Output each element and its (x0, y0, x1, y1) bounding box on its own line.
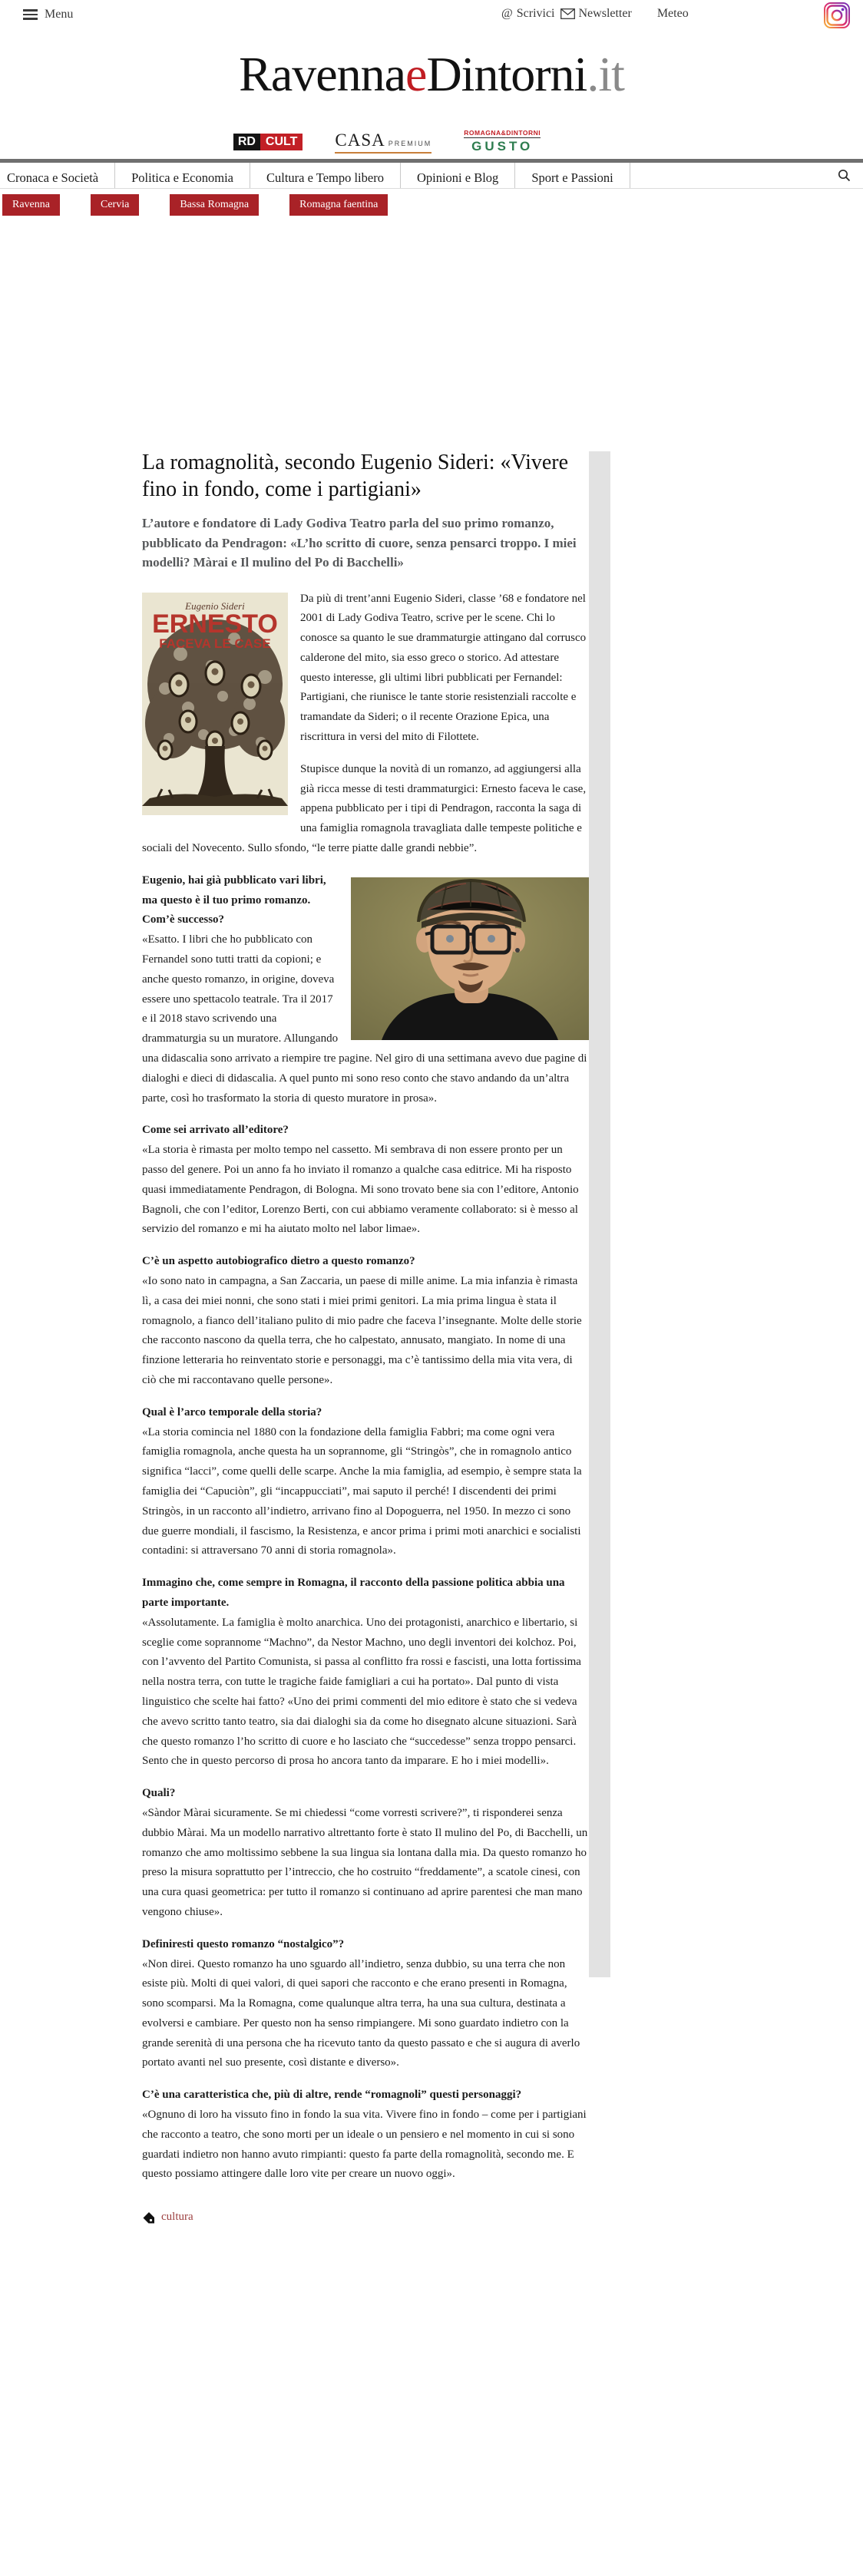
instagram-icon[interactable] (824, 2, 850, 28)
main-nav (0, 159, 863, 189)
article (142, 449, 589, 2228)
search-icon (838, 169, 851, 182)
nav-item-cultura[interactable]: Cultura e Tempo libero (250, 163, 401, 188)
interview (142, 871, 589, 2185)
geo-tags (2, 194, 388, 216)
tag-ravenna[interactable]: Ravenna (2, 194, 60, 216)
answer-7: «Non direi. Questo romanzo ha uno sguardo all’indietro, senza dubbio, su una terra che non esiste più. Molti di quei valori, di quei sapori che racconto e che erano presenti in Romagna, sono scomparsi. Ma la Romagna, come qualunque altra terra, ha una sua cultura, destinata a evolversi e cambiare. Per questo non ha senso rimpiangere. Mi sono guardato indietro con la grande serenità di una persona che ha ricevuto tanto da questo passato e che si augura di averlo portato avanti nel suo presente, così distante e diverso». (142, 1957, 580, 2069)
topbar-links (501, 7, 689, 21)
article-intro (142, 590, 589, 859)
envelope-icon (560, 8, 575, 19)
site-logo[interactable]: RavennaeDintorni.it (239, 47, 624, 101)
logo-accent-e: e (405, 47, 427, 101)
svg-text:Eugenio Sideri: Eugenio Sideri (185, 599, 245, 612)
article-tags (142, 2208, 589, 2228)
question-2: Come sei arrivato all’editore? (142, 1124, 289, 1137)
nav-item-politica[interactable]: Politica e Economia (115, 163, 250, 188)
intro-paragraph-1: Da più di trent’anni Eugenio Sideri, classe ’68 e fondatore nel 2001 di Lady Godiva Teatro, scrive per le scene. Chi lo conosce sa quanto le sue drammaturgie attingano dal corrusco calderone del mito, sia esso greco o storico. Ad attestare questo interesse, gli ultimi libri pubblicati per Fernandel: Partigiani, che riunisce le tante storie resistenziali raccolte e tramandate da Sideri; o il recente Orazione Epica, una riscrittura in versi del mito di Filottete. (300, 592, 587, 744)
answer-1: «Esatto. I libri che ho pubblicato con Fernandel sono tutti tratti da copioni; e anche questo romanzo, in origine, doveva essere uno spettacolo teatrale. Tra il 2017 e il 2018 stavo scrivendo una drammaturgia su un muratore. Allungando una didascalia sono arrivato a riempire tre pagine. Nel giro di una settimana avevo due pagine di dialoghi e dieci di didascalia. A quel punto mi sono reso conto che stavo andando da un’altra parte, così ho trasformato la storia di questo muratore in prosa». (142, 933, 587, 1105)
answer-3: «Io sono nato in campagna, a San Zaccaria, un paese di mille anime. La mia infanzia è rimasta lì, a casa dei miei nonni, che sono stati i miei primi genitori. La mia prima lingua è stata il romagnolo, a fianco dell’italiano pulito di mio padre che faceva l’insegnante. Molte delle storie che racconto nascono da quella terra, che ho calpestato, annusato, mangiato. In nome di una finzione letteraria ho reinventato storie e personaggi, ma c’è tantissimo della mia vita vera, di ciò che mi raccontavano quelle persone». (142, 1275, 582, 1386)
at-icon: @ (501, 7, 513, 20)
question-8: C’è una caratteristica che, più di altre, rende “romagnoli” questi personaggi? (142, 2089, 522, 2102)
tag-cervia[interactable]: Cervia (91, 194, 139, 216)
nav-item-cronaca[interactable]: Cronaca e Società (0, 163, 115, 188)
gusto-logo[interactable]: ROMAGNA&DINTORNI GUSTO (464, 129, 541, 154)
answer-5: «Assolutamente. La famiglia è molto anarchica. Uno dei protagonisti, anarchico e libertario, si sceglie come soprannome “Machno”, da Nestor Machno, uno degli inventori dei kolchoz. Poi, con l’avvento del Partito Comunista, si passa al conflitto fra rossi e fascisti, una lotta fortissima nella nostra terra, con tutte le tragiche faide famigliari a cui ha portato». Dal punto di vista linguistico che scelte hai fatto? «Uno dei primi commenti del mio editore è stato che si vedeva che avevo scritto tanto teatro, sia dai dialoghi sia da come ho disegnato alcune situazioni. Sarà che questo romanzo l’ho scritto di cuore e ho lasciato che “succedesse” senza troppo pensarci. Sento che in questo percorso di prosa ho ancora tanto da imparare. E ho i miei modelli». (142, 1616, 581, 1768)
book-cover-image (142, 593, 288, 815)
author-portrait-photo (351, 877, 589, 1040)
svg-text:FACEVA LE CASE: FACEVA LE CASE (159, 636, 271, 651)
question-3: C’è un aspetto autobiografico dietro a questo romanzo? (142, 1255, 415, 1268)
logo-tld: .it (587, 47, 624, 101)
search-button[interactable] (838, 163, 863, 188)
question-4: Qual è l’arco temporale della storia? (142, 1405, 322, 1418)
nav-item-opinioni[interactable]: Opinioni e Blog (401, 163, 515, 188)
article-scrollbar[interactable] (589, 451, 610, 1977)
newsletter-link[interactable]: Newsletter (560, 7, 632, 21)
casa-premium-logo[interactable]: CASA PREMIUM (335, 130, 432, 154)
tag-romagna-faentina[interactable]: Romagna faentina (289, 194, 388, 216)
answer-4: «La storia comincia nel 1880 con la fondazione della famiglia Fabbri; ma come ogni vera famiglia romagnola, anche questa ha un soprannome, gli “Stringòs”, che in romagnolo antico significa “lacci”, come quelli delle scarpe. Anche la mia famiglia, ad esempio, è sempre stata la famiglia dei “Capuciòn”, gli “incappucciati”, mai saputo il perché! I discendenti dei primi Stringòs, in un racconto all’indietro, arrivano fino al Dopoguerra, nel 1950. In mezzo ci sono due guerre mondiali, il fascismo, la Resistenza, e ancor prima i primi moti anarchici e socialisti contadini: si attraversano 70 anni di storia romagnola». (142, 1425, 582, 1557)
tag-link-cultura[interactable]: cultura (161, 2211, 193, 2224)
hamburger-icon (23, 7, 38, 22)
sub-brand-logos (0, 129, 818, 154)
meteo-link[interactable]: Meteo (656, 7, 689, 20)
svg-text:ERNESTO: ERNESTO (152, 609, 278, 639)
article-lead: L’autore e fondatore di Lady Godiva Teatro parla del suo primo romanzo, pubblicato da Pendragon: «L’ho scritto di cuore, senza pensarci troppo. I miei modelli? Màrai e Il mulino del Po di Bacchelli» (142, 516, 577, 570)
answer-2: «La storia è rimasta per molto tempo nel cassetto. Mi sembrava di non essere pronto per un passo del genere. Poi un anno fa ho inviato il romanzo a qualche casa editrice. Mi ha risposto quasi immediatamente Pendragon, di Bologna. Mi sono trovato bene sia con l’editore, Antonio Bagnoli, che con l’editor, Lorenzo Berti, con cui abbiamo veramente collaborato: si è messo al servizio del romanzo e mi ha aiutato molto nel labor limae». (142, 1144, 579, 1236)
answer-8: «Ognuno di loro ha vissuto fino in fondo la sua vita. Vivere fino in fondo – come per i partigiani che racconto a teatro, che sono morti per un ideale o un pensiero e nel momento in cui si sono guardati indietro non hanno avuto rimpianti: questo fa parte della romagnolità, secondo me. E questo possiamo attingere dalle loro vite per creare un nuovo oggi». (142, 2109, 587, 2181)
scrivici-link[interactable]: @ Scrivici (501, 7, 555, 20)
article-title: La romagnolità, secondo Eugenio Sideri: «Vivere fino in fondo, come i partigiani» (142, 451, 569, 501)
tag-icon (142, 2211, 155, 2224)
tag-bassa-romagna[interactable]: Bassa Romagna (170, 194, 259, 216)
menu-button[interactable] (23, 7, 73, 22)
menu-label: Menu (45, 7, 74, 21)
nav-item-sport[interactable]: Sport e Passioni (515, 163, 630, 188)
rdcult-logo[interactable]: RD CULT (233, 134, 303, 150)
question-7: Definiresti questo romanzo “nostalgico”? (142, 1937, 345, 1950)
answer-6: «Sàndor Màrai sicuramente. Se mi chiedessi “come vorresti scrivere?”, ti risponderei senza dubbio Màrai. Ma un modello narrativo altrettanto forte è stato Il mulino del Po, di Bacchelli, un romanzo che amo moltissimo sebbene la sua lingua sia lontana dalla mia. Da questo romanzo ho preso la misura soprattutto per l’intreccio, che ho costruito “freddamente”, a scatole cinesi, con una cura quasi geometrica: per tutto il romanzo si continuano ad aprire parentesi che man mano vengono chiuse». (142, 1806, 588, 1918)
intro-paragraph-2: Stupisce dunque la novità di un romanzo, ad aggiungersi alla già ricca messe di testi drammaturgici: Ernesto faceva le case, appena pubblicato per i tipi di Pendragon, racconta la saga di una famiglia romagnola travagliata dalle tempeste politiche e sociali del Novecento. Sullo sfondo, “le terre piatte dalle grandi nebbie”. (142, 762, 587, 855)
question-6: Quali? (142, 1787, 176, 1800)
question-1: Eugenio, hai già pubblicato vari libri, ma questo è il tuo primo romanzo. Com’è successo? (142, 874, 326, 926)
question-5: Immagino che, come sempre in Romagna, il racconto della passione politica abbia una parte importante. (142, 1577, 565, 1609)
